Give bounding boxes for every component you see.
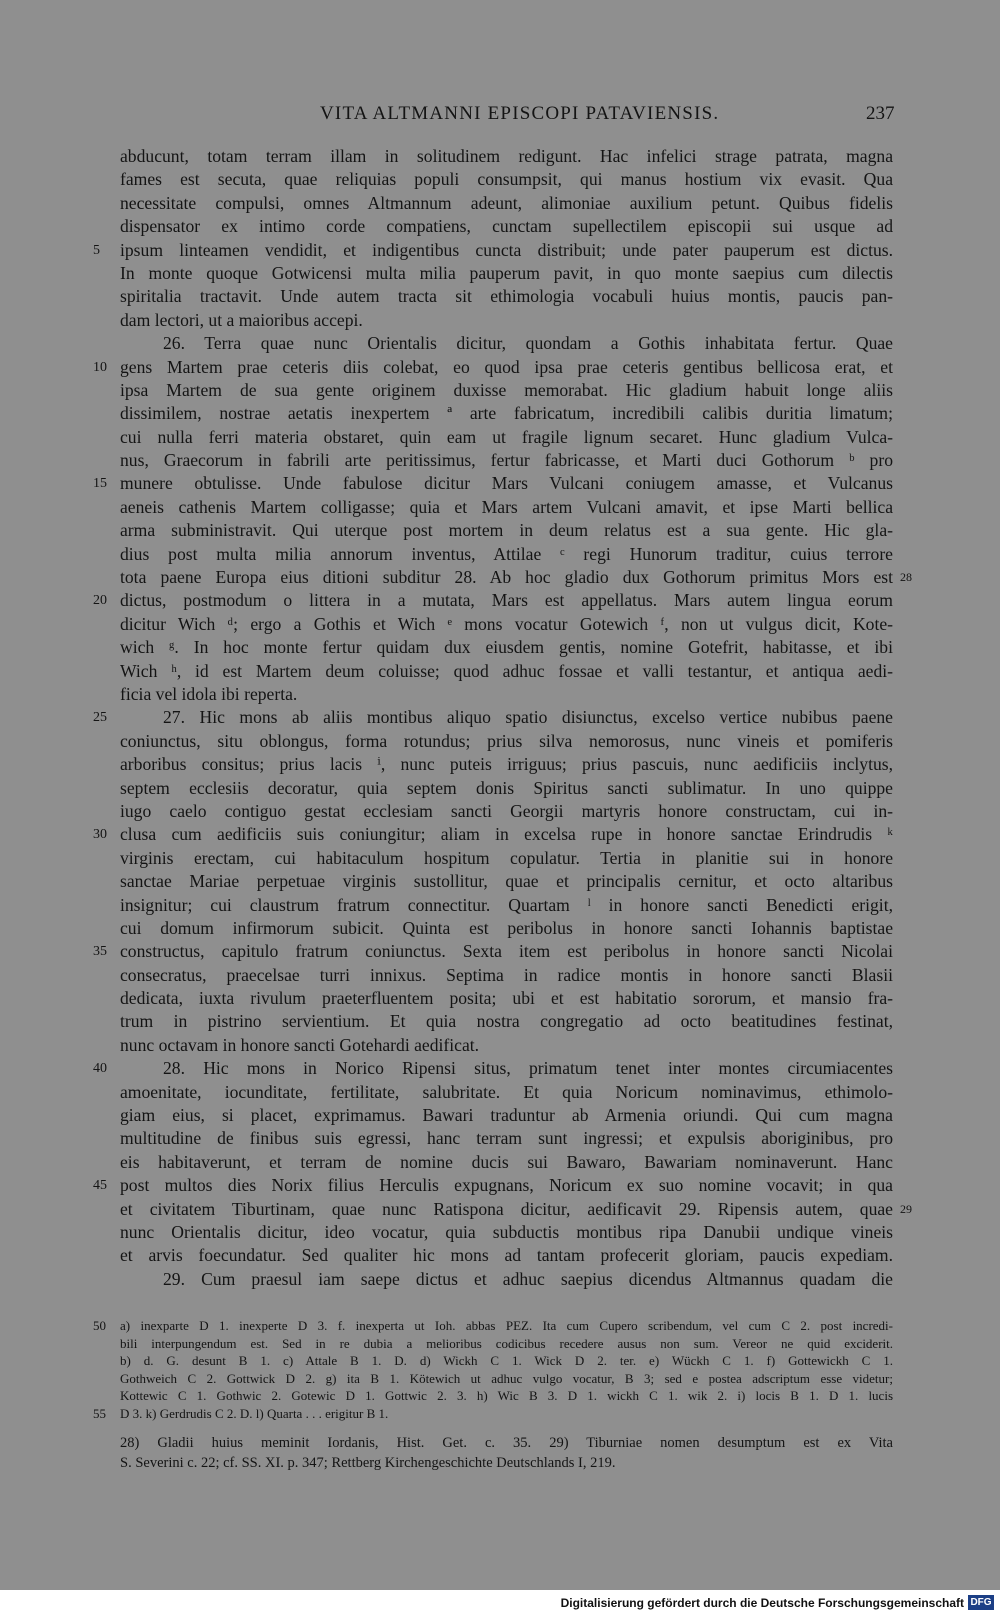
body-text: 28. Hic mons in Norico Ripensi situs, primatum tenet inter montes circumiacentes — [163, 1058, 893, 1079]
footnote-line — [0, 1405, 1000, 1423]
body-line — [0, 683, 1000, 706]
body-line — [0, 870, 1000, 893]
body-text: virginis erectam, cui habitaculum hospitum copulatur. Tertia in planitie sui in honore — [120, 847, 893, 868]
body-text: 27. Hic mons ab aliis montibus aliquo spatio disiunctus, excelso vertice nubibus paene — [163, 707, 893, 728]
footnote-line — [0, 1370, 1000, 1388]
body-text: arboribus consitus; prius lacis ⁱ, nunc puteis irriguus; prius pascuis, nunc aedificiis inclytus, — [120, 754, 893, 775]
body-text: necessitate compulsi, omnes Altmannum adeunt, alimoniae auxilium petunt. Quibus fidelis — [120, 192, 893, 213]
body-line — [0, 543, 1000, 566]
footnote-text: b) d. G. desunt B 1. c) Attale B 1. D. d) Wickh C 1. Wick D 2. ter. e) Wückh C 1. f) Gottewickh C 1. — [120, 1353, 893, 1368]
body-line — [0, 917, 1000, 940]
line-number: 5 — [93, 242, 100, 258]
footnote-text: a) inexparte D 1. inexperte D 3. f. inexperta ut Ioh. abbas PEZ. Ita cum Cupero scribendum, vel cum C 2. post incredi- — [120, 1318, 893, 1333]
footnote-line — [0, 1317, 1000, 1335]
body-text: Wich ʰ, id est Martem deum coluisse; quod adhuc fossae et valli testantur, et antiqua aedi- — [120, 660, 893, 681]
body-text: arma subministravit. Qui uterque post mortem in deum relatus est a sua gente. Hic gla- — [120, 520, 893, 541]
body-text: sanctae Mariae perpetuae virginis sustollitur, quae et principalis cernitur, et octo altaribus — [120, 871, 893, 892]
body-line — [0, 285, 1000, 308]
body-text: cui nulla ferri materia obstaret, quin eam ut fragile lignum secaret. Hunc gladium Vulca- — [120, 426, 893, 447]
body-text: In monte quoque Gotwicensi multa milia pauperum pavit, in quo monte saepius cum dilectis — [120, 262, 893, 283]
margin-note-ref: 28 — [900, 570, 912, 585]
body-line — [0, 332, 1000, 355]
body-line — [0, 706, 1000, 729]
footnote-text: Kottewic C 1. Gothwic 2. Gotewic D 1. Gottwic 2. 3. h) Wic B 3. D 1. wickh C 1. wik 2. i) locis B 1. D 1. lucis — [120, 1388, 893, 1403]
body-text: nus, Graecorum in fabrili arte peritissimus, fertur fabricasse, et Marti duci Gothorum ᵇ pro — [120, 450, 893, 471]
body-line — [0, 426, 1000, 449]
body-text: post multos dies Norix filius Herculis expugnans, Noricum ex suo nomine vocavit; in qua — [120, 1175, 893, 1196]
body-line — [0, 1057, 1000, 1080]
body-line — [0, 309, 1000, 332]
body-text: ipsa Martem de sua gente originem duxisse memorabat. Hic gladium habuit longe aliis — [120, 379, 893, 400]
body-text: tota paene Europa eius ditioni subditur 28. Ab hoc gladio dux Gothorum primitus Mors est — [120, 567, 893, 588]
body-line — [0, 519, 1000, 542]
body-line — [0, 145, 1000, 168]
body-text: spiritalia tractavit. Unde autem tracta sit ethimologia vocabuli huius montis, paucis pan- — [120, 286, 893, 307]
footnote-line — [0, 1352, 1000, 1370]
body-line — [0, 987, 1000, 1010]
line-number: 10 — [93, 359, 107, 375]
body-text: nunc octavam in honore sancti Gotehardi aedificat. — [120, 1034, 480, 1055]
body-line — [0, 402, 1000, 425]
body-line — [0, 1174, 1000, 1197]
body-text: insignitur; cui claustrum fratrum connectitur. Quartam ˡ in honore sancti Benedicti erigit, — [120, 894, 893, 915]
body-text: iugo caelo contiguo gestat ecclesiam sancti Georgii martyris honore constructam, cui in- — [120, 800, 893, 821]
body-text: gens Martem prae ceteris diis colebat, eo quod ipsa prae ceteris gentibus bellicosa erat, et — [120, 356, 893, 377]
footnote-text: D 3. k) Gerdrudis C 2. D. l) Quarta . . . erigitur B 1. — [120, 1405, 389, 1421]
footnote-line — [0, 1387, 1000, 1405]
body-line — [0, 660, 1000, 683]
citation-line — [0, 1453, 1000, 1473]
body-text: coniunctus, situ oblongus, forma rotundus; prius silva nemorosus, nunc vineis et pomiferis — [120, 730, 893, 751]
body-line — [0, 823, 1000, 846]
body-line — [0, 168, 1000, 191]
body-line — [0, 1221, 1000, 1244]
body-line — [0, 1010, 1000, 1033]
running-title: VITA ALTMANNI EPISCOPI PATAVIENSIS. — [320, 103, 720, 124]
body-line — [0, 1244, 1000, 1267]
citation-line — [0, 1433, 1000, 1453]
body-text: constructus, capitulo fratrum coniunctus. Sexta item est peribolus in honore sancti Nicolai — [120, 941, 893, 962]
body-text: munere obtulisse. Unde fabulose dicitur Mars Vulcani coniugem amasse, et Vulcanus — [120, 473, 893, 494]
body-text: nunc Orientalis dicitur, ideo vocatur, quia subductis montibus ripa Danubii undique vineis — [120, 1221, 893, 1242]
footnote-text: bili interpungendum est. Sed in re dubia a melioribus codicibus recedere ausus non sum. Vereor ne quid exciderit. — [120, 1335, 893, 1351]
line-number: 50 — [93, 1318, 106, 1333]
body-line — [0, 496, 1000, 519]
body-line — [0, 239, 1000, 262]
line-number: 55 — [93, 1405, 106, 1421]
body-text: multitudine de finibus suis egressi, hanc terram sunt ingressi; et expulsis aboriginibus, pro — [120, 1128, 893, 1149]
body-text: dicitur Wich ᵈ; ergo a Gothis et Wich ᵉ mons vocatur Gotewich ᶠ, non ut vulgus dicit, Kote- — [120, 613, 893, 634]
citation-text: 28) Gladii huius meminit Iordanis, Hist. Get. c. 35. 29) Tiburniae nomen desumptum est ex Vita — [120, 1435, 893, 1451]
body-text: dictus, postmodum o littera in a mutata, Mars est appellatus. Mars autem lingua eorum — [120, 590, 893, 611]
body-text: fames est secuta, quae reliquias populi consumpsit, qui manus hostium vix evasit. Qua — [120, 169, 893, 190]
body-line — [0, 800, 1000, 823]
body-text: eis habitaverunt, et terram de nomine ducis sui Bawaro, Bawariam nominaverunt. Hanc — [120, 1151, 893, 1172]
dfg-logo: DFG — [968, 1595, 994, 1610]
body-text: cui domum infirmorum subicit. Quinta est peribolus in honore sancti Iohannis baptistae — [120, 917, 893, 938]
body-text: 29. Cum praesul iam saepe dictus et adhuc saepius dicendus Altmannus quadam die — [163, 1268, 893, 1289]
body-text: dam lectori, ut a maioribus accepi. — [120, 309, 363, 330]
body-line — [0, 777, 1000, 800]
body-text: dispensator ex intimo corde compatiens, cunctam supellectilem episcopii sui usque ad — [120, 216, 893, 237]
body-line — [0, 940, 1000, 963]
source-notes — [0, 1433, 1000, 1473]
body-text: dissimilem, nostrae aetatis inexpertem ª arte fabricatum, incredibili calibis duritia limatum; — [120, 403, 893, 424]
line-number: 25 — [93, 710, 107, 726]
body-line — [0, 1081, 1000, 1104]
body-line — [0, 1104, 1000, 1127]
body-line — [0, 566, 1000, 589]
body-line — [0, 356, 1000, 379]
body-line — [0, 1151, 1000, 1174]
line-number: 20 — [93, 593, 107, 609]
body-text: consecratus, praecelsae turri innixus. Septima in radice montis in honore sancti Blasii — [120, 964, 893, 985]
body-line — [0, 192, 1000, 215]
body-line — [0, 730, 1000, 753]
line-number: 35 — [93, 944, 107, 960]
running-header — [0, 103, 1000, 129]
body-line — [0, 472, 1000, 495]
body-line — [0, 636, 1000, 659]
body-text: aeneis cathenis Martem colligasse; quia et Mars artem Vulcani amavit, et ipse Marti bellica — [120, 496, 893, 517]
funding-credit: Digitalisierung gefördert durch die Deutsche Forschungsgemeinschaft — [560, 1596, 964, 1610]
body-line — [0, 379, 1000, 402]
body-line — [0, 215, 1000, 238]
body-text: clusa cum aedificiis suis coniungitur; aliam in excelsa rupe in honore sanctae Erindrudis ᵏ — [120, 824, 893, 845]
footnote-text: Gothweich C 2. Gottwick D 2. g) ita B 1. Kötewich ut adhuc vulgo vocatur, B 3; sed e postea adscriptum esse videtur; — [120, 1370, 893, 1386]
body-text: septem ecclesiis decoratur, quia septem donis Spiritus sancti sublimatur. In uno quippe — [120, 777, 893, 798]
body-text: giam eius, si placet, exprimamus. Bawari traduntur ab Armenia oriundi. Qui cum magna — [120, 1105, 893, 1126]
body-text: dius post multa milia annorum inventus, Attilae ᶜ regi Hunorum traditur, cuius terrore — [120, 543, 893, 564]
body-line — [0, 449, 1000, 472]
main-text — [0, 145, 1000, 1291]
body-text: et civitatem Tiburtinam, quae nunc Ratispona dicitur, aedificavit 29. Ripensis autem, quae — [120, 1198, 893, 1219]
body-line — [0, 847, 1000, 870]
digitization-footer — [0, 1590, 1000, 1616]
line-number: 15 — [93, 476, 107, 492]
body-text: wich ᵍ. In hoc monte fertur quidam dux eiusdem gentis, nomine Gotefrit, habitasse, et ibi — [120, 637, 893, 658]
body-line — [0, 262, 1000, 285]
body-line — [0, 1268, 1000, 1291]
body-text: 26. Terra quae nunc Orientalis dicitur, quondam a Gothis inhabitata fertur. Quae — [163, 333, 893, 354]
citation-text: S. Severini c. 22; cf. SS. XI. p. 347; Rettberg Kirchengeschichte Deutschlands I, 219. — [120, 1455, 616, 1471]
body-line — [0, 1127, 1000, 1150]
body-text: abducunt, totam terram illam in solitudinem redigunt. Hac infelici strage patrata, magna — [120, 146, 893, 166]
body-text: dedicata, iuxta rivulum praeterfluentem posita; ubi et est habitatio sororum, et mansio fra- — [120, 988, 893, 1009]
line-number: 30 — [93, 827, 107, 843]
footnote-line — [0, 1335, 1000, 1353]
page-number: 237 — [866, 103, 895, 124]
body-text: et arvis foecundatur. Sed qualiter hic mons ad tantam profecerit gloriam, paucis expediam. — [120, 1245, 893, 1266]
body-text: ipsum linteamen vendidit, et indigentibus cuncta distribuit; unde pater pauperum est dictus. — [120, 239, 893, 260]
body-line — [0, 894, 1000, 917]
body-text: amoenitate, iocunditate, fertilitate, salubritate. Et quia Noricum nominavimus, ethimolo- — [120, 1081, 893, 1102]
body-line — [0, 589, 1000, 612]
line-number: 45 — [93, 1178, 107, 1194]
body-line — [0, 613, 1000, 636]
body-line — [0, 753, 1000, 776]
line-number: 40 — [93, 1061, 107, 1077]
body-line — [0, 964, 1000, 987]
body-text: trum in pistrino servientium. Et quia nostra congregatio ad octo beatitudines festinat, — [120, 1011, 893, 1032]
body-text: ficia vel idola ibi reperta. — [120, 683, 298, 704]
body-line — [0, 1034, 1000, 1057]
body-line — [0, 1198, 1000, 1221]
critical-apparatus — [0, 1317, 1000, 1422]
margin-note-ref: 29 — [900, 1201, 912, 1216]
